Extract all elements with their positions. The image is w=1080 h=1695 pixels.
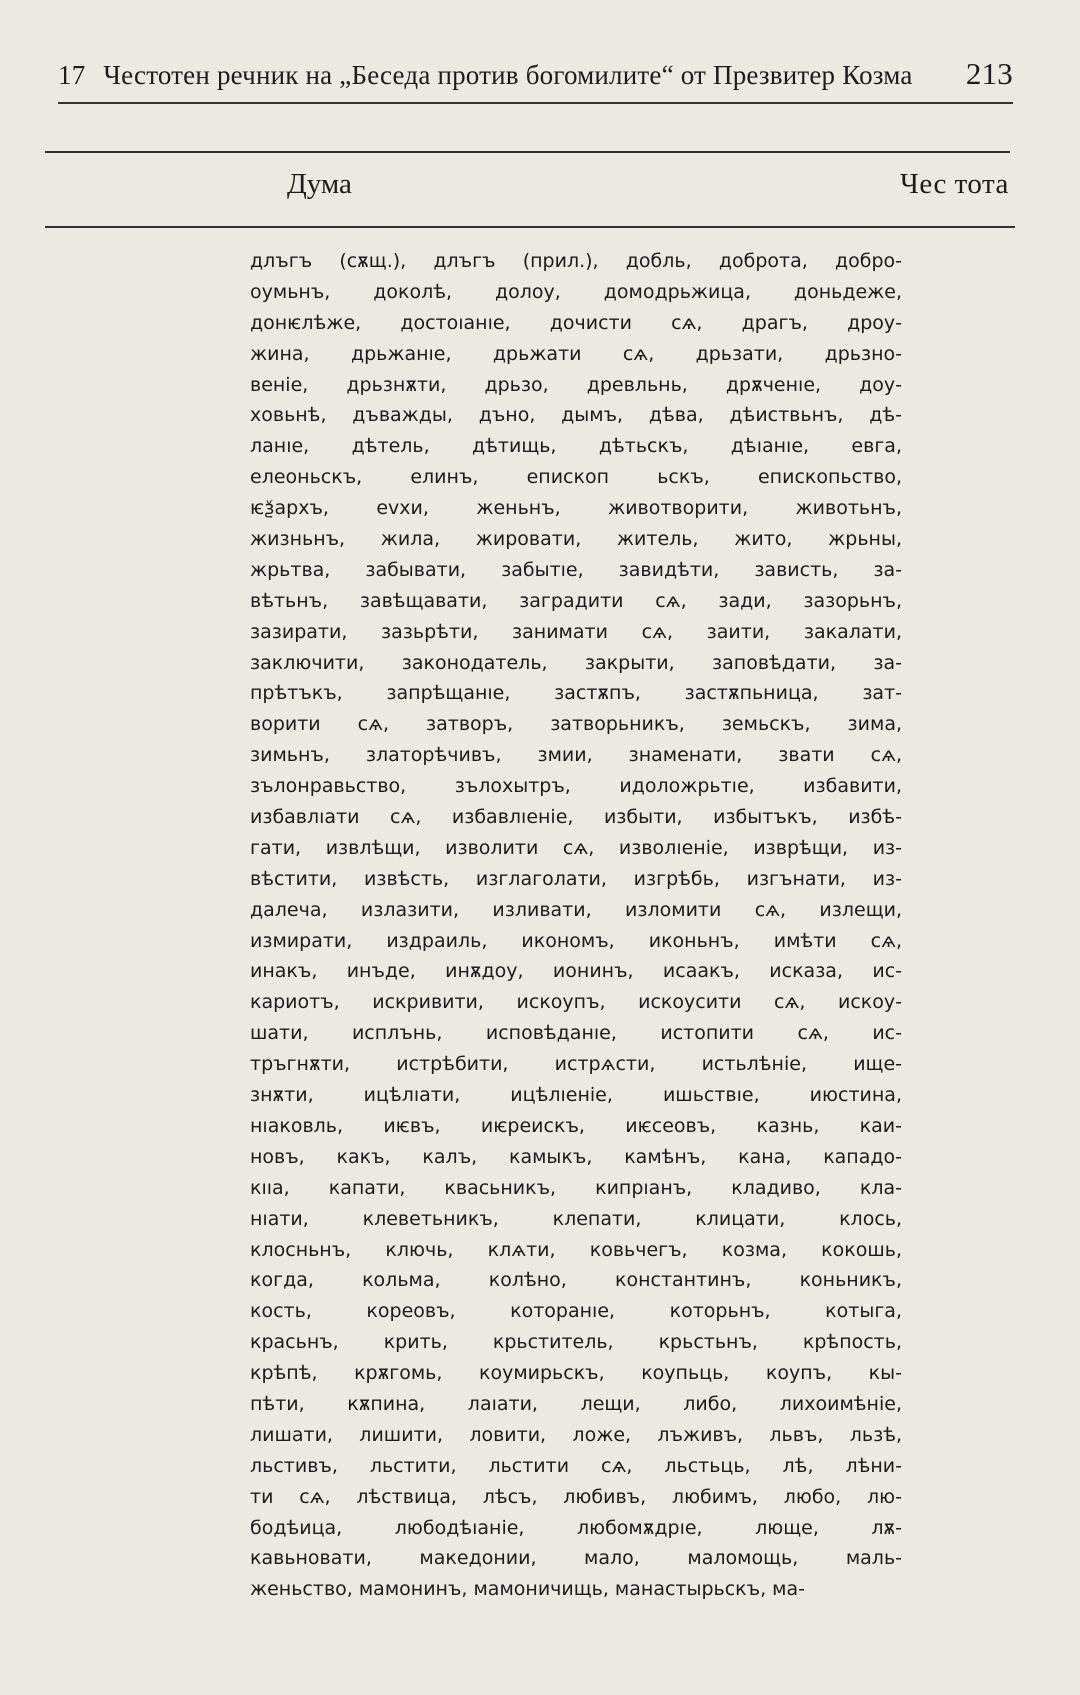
text-line: когда, кольма, колѣно, константинъ, коньникъ,	[250, 1269, 902, 1292]
text-line: избавлıати сѧ, избавлıеніе, избыти, избытъкъ, избѣ-	[250, 806, 902, 829]
running-title: Честотен речник на „Беседа против богомилите“ от Презвитер Козма	[103, 60, 913, 90]
text-line: вѣтьнъ, завѣщавати, заградити сѧ, зади, зазорьнъ,	[250, 589, 902, 612]
text-line: кость, кореовъ, которанıе, которьнъ, котыга,	[250, 1300, 902, 1323]
text-line: ланıе, дѣтель, дѣтищь, дѣтьскъ, дѣıанıе, евга,	[250, 435, 902, 458]
table-top-rule	[45, 151, 1010, 153]
text-line: тръгнѫти, истрѣбити, истрѧсти, истьлѣніе, ище-	[250, 1053, 902, 1076]
text-line: длъгъ (сѫщ.), длъгъ (прил.), добль, доброта, добро-	[250, 250, 902, 272]
text-line: прѣтъкъ, запрѣщанıе, застѫпъ, застѫпьница, зат-	[250, 682, 902, 705]
chapter-number: 17	[58, 60, 86, 90]
text-line: инакъ, инъде, инѫдоу, ионинъ, исаакъ, исказа, ис-	[250, 960, 902, 983]
text-line: крѣпѣ, крѫгомь, коумирьскъ, коупьць, коупъ, кы-	[250, 1362, 902, 1385]
text-line: далеча, излазити, изливати, изломити сѧ, излещи,	[250, 898, 902, 921]
text-line: шати, исплънь, исповѣданıе, истопити сѧ, ис-	[250, 1022, 902, 1045]
text-line: оумьнъ, доколѣ, долоу, домодрьжица, доньдеже,	[250, 280, 902, 303]
text-line: кавьновати, македонии, мало, маломощь, маль-	[250, 1547, 902, 1570]
text-line: знѫти, ицѣлıати, ицѣлıеніе, ишьствıе, июстина,	[250, 1084, 902, 1107]
text-line: донѥлѣже, достоıанıе, дочисти сѧ, драгъ, дроу-	[250, 311, 902, 334]
text-line: веніе, дрьзнѫти, дрьзо, древльнь, дрѫченıе, доу-	[250, 373, 902, 396]
text-line: бодѣица, любодѣıаніе, любомѫдрıе, люще, лѫ-	[250, 1516, 902, 1539]
page-number: 213	[965, 56, 1013, 91]
text-line: нıати, клеветьникъ, клепати, клицати, клось,	[250, 1207, 902, 1230]
text-line: измирати, издраиль, икономъ, иконьнъ, имѣти сѧ,	[250, 929, 902, 952]
text-line: вѣстити, извѣсть, изглаголати, изгрѣбь, изгънати, из-	[250, 867, 902, 890]
text-line: льстивъ, льстити, льстити сѧ, льстьць, лѣ, лѣни-	[250, 1454, 902, 1477]
text-line: ти сѧ, лѣствица, лѣсъ, любивъ, любимъ, любо, лю-	[250, 1485, 902, 1508]
text-line: зълонравьство, зълохытръ, идоложрьтıе, избавити,	[250, 775, 902, 798]
text-line: жрьтва, забывати, забытıе, завидѣти, зависть, за-	[250, 558, 902, 581]
text-line: жизньнъ, жила, жировати, житель, жито, жрьны,	[250, 528, 902, 551]
text-line: ворити сѧ, затворъ, затворьникъ, земьскъ, зима,	[250, 713, 902, 736]
text-line: клосньнъ, ключь, клѧти, ковьчегъ, козма, кокошь,	[250, 1238, 902, 1261]
text-line: кııа, капати, квасьникъ, кипрıанъ, кладиво, кла-	[250, 1176, 902, 1199]
text-line: ѥѯархъ, еvхи, женьнъ, животворити, животьнъ,	[250, 497, 902, 520]
text-line: пѣти, кѫпина, лаıати, лещи, либо, лихоимѣніе,	[250, 1392, 902, 1415]
word-list	[250, 246, 902, 1605]
column-header-word: Дума	[287, 168, 352, 200]
text-line: елеоньскъ, елинъ, епископ ьскъ, епископьство,	[250, 466, 902, 489]
text-line: жина, дрьжанıе, дрьжати сѧ, дрьзати, дрьзно-	[250, 342, 902, 365]
text-line: лишати, лишити, ловити, ложе, лъживъ, львъ, льзѣ,	[250, 1423, 902, 1446]
text-line: кариотъ, искривити, искоупъ, искоусити сѧ, искоу-	[250, 991, 902, 1014]
text-line: заключити, законодатель, закрыти, заповѣдати, за-	[250, 651, 902, 674]
text-line: женьство, мамонинъ, мамоничищь, манастырьскъ, ма-	[250, 1578, 805, 1601]
header-rule	[58, 102, 1013, 104]
text-line: зимьнъ, златорѣчивъ, змии, знаменати, звати сѧ,	[250, 744, 902, 767]
text-line: новъ, какъ, калъ, камыкъ, камѣнъ, кана, кападо-	[250, 1145, 902, 1168]
text-line: красьнъ, крить, крьститель, крьстьнъ, крѣпость,	[250, 1331, 902, 1354]
table-header-rule	[45, 226, 1015, 228]
running-head	[58, 56, 1013, 96]
text-line: нıаковль, иѥвъ, иѥреискъ, иѥсеовъ, казнь, каи-	[250, 1114, 902, 1137]
column-header-frequency: Чес тота	[900, 168, 1009, 200]
text-line: гати, извлѣщи, изволити сѧ, изволıеніе, изврѣщи, из-	[250, 836, 902, 859]
text-line: ховьнѣ, дъважды, дъно, дымъ, дѣва, дѣиствьнъ, дѣ-	[250, 404, 902, 427]
text-line: зазирати, зазьрѣти, занимати сѧ, заити, закалати,	[250, 620, 902, 643]
